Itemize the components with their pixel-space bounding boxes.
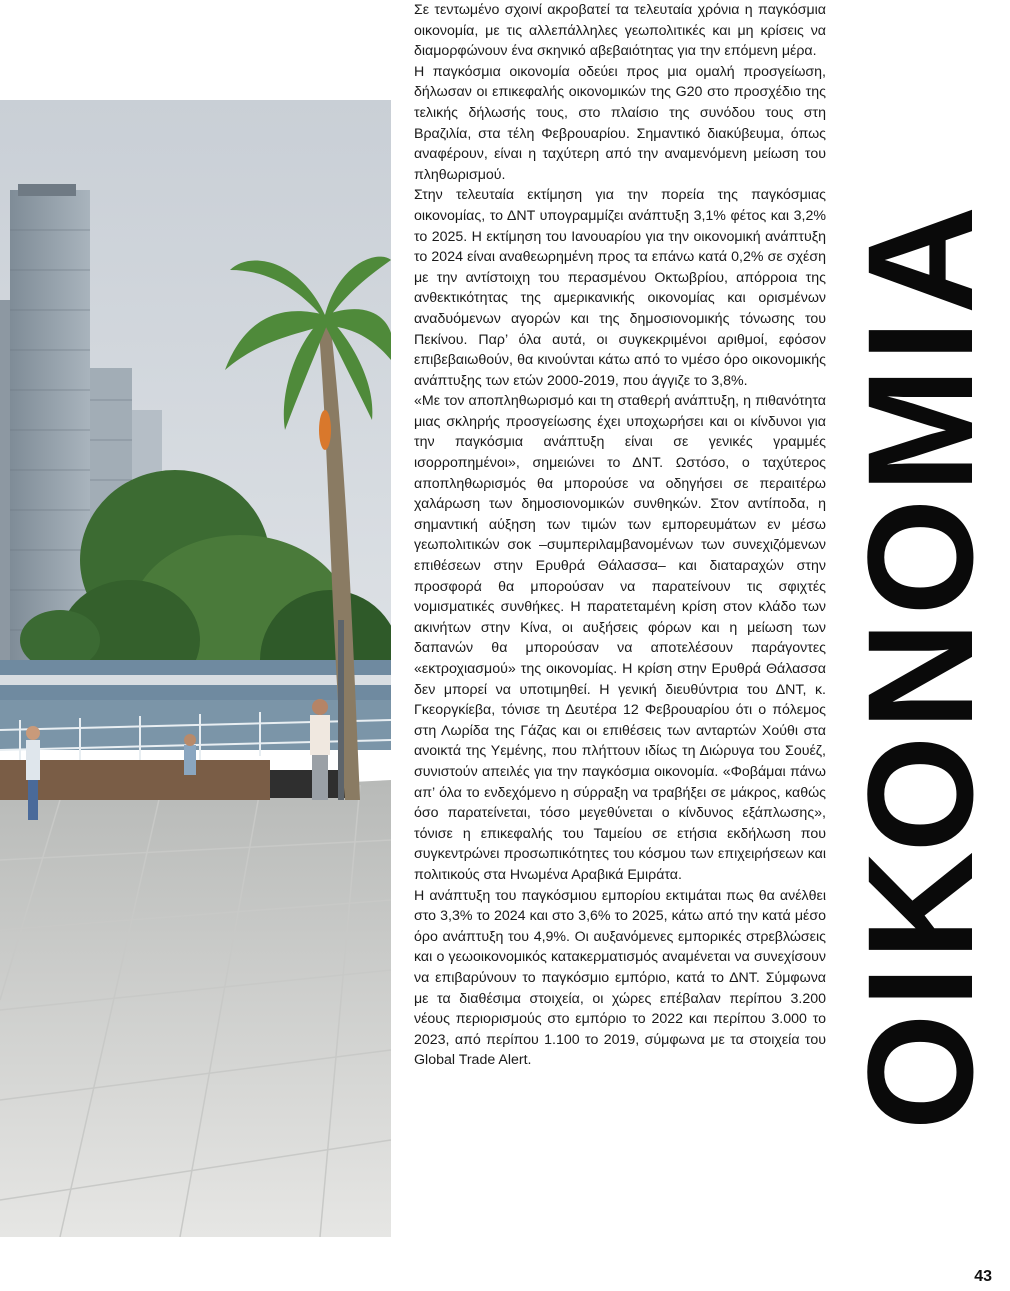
bridge [0,675,391,685]
paragraph-5: Η ανάπτυξη του παγκόσμιου εμπορίου εκτιμάται πως θα ανέλθει στο 3,3% το 2024 και στο 3,6% το 2025, κάτω από την κατά μέσο όρο ανάπτυξη του 4,9%. Οι αυξανόμενες εμπορικές στρεβλώσεις και ο γεωοικονομικός κατακερματισμός αναμένεται να συνεχίσουν να επιβαρύνουν το παγκόσμιο εμπόριο, κατά το ΔΝΤ. Σύμφωνα με τα διαθέσιμα στοιχεία, οι χώρες επέβαλαν περίπου 3.200 νέους περιορισμούς στο εμπόριο το 2022 και περίπου 3.000 το 2023, από περίπου 1.100 το 2019, σύμφωνα με τα στοιχεία του Global Trade Alert. [414,887,826,1069]
section-title [835,80,1005,1250]
paragraph-4: «Με τον αποπληθωρισμό και τη σταθερή ανάπτυξη, η πιθανότητα μιας σκληρής προσγείωσης έχει υποχωρήσει και οι κίνδυνοι για την παγκόσμια ανάπτυξη είναι σε γενικές γραμμές ισορροπημένοι», σημειώνει το ΔΝΤ. Ωστόσο, ο ταχύτερος αποπληθωρισμός θα μπορούσε να οδηγήσει σε περαιτέρω χαλάρωση των δημοσιονομικών συνθηκών. Στον αντίποδα, η σημαντική αύξηση των τιμών των εμπορευμάτων εν μέσω γεωπολιτικών σοκ –συμπεριλαμβανομένων των συνεχιζόμενων επιθέσεων στην Ερυθρά Θάλασσα– και διαταραχών στην προσφορά θα μπορούσαν να παρατείνουν τις σφιχτές νομισματικές συνθήκες. Η παρατεταμένη κρίση στον κλάδο των ακινήτων στην Κίνα, οι αυξήσεις φόρων και η μείωση των δαπανών θα μπορούσαν να αποτελέσουν παράγοντες «εκτροχιασμού» της οικονομίας. Η κρίση στην Ερυθρά Θάλασσα δεν μπορεί να υποτιμηθεί. Η γενική διευθύντρια του ΔΝΤ, κ. Γκεοργκίεβα, τόνισε τη Δευτέρα 12 Φεβρουαρίου ότι ο πόλεμος στη Λωρίδα της Γάζας και οι επιθέσεις των ανταρτών Χούθι στα ανοικτά της Υεμένης, που πλήττουν ιδίως τη Διώρυγα του Σουέζ, συνιστούν απειλές για την παγκόσμια οικονομία. «Φοβάμαι πάνω απ’ όλα το ενδεχόμενο η σύρραξη να τραβήξει σε μάκρος, καθώς όσο παρατείνεται, τόσο μεγεθύνεται ο κίνδυνος εξάπλωσης», τόνισε η επικεφαλής του Ταμείου σε ετήσια εκδήλωση που συγκεντρώνει προσωπικότητες του κόσμου των επιχειρήσεων και πολιτικούς στα Ηνωμένα Αραβικά Εμιράτα. [414,393,826,883]
pavement [0,780,391,1237]
article-body [414,0,826,1071]
paragraph-3: Στην τελευταία εκτίμηση για την πορεία της παγκόσμιας οικονομίας, το ΔΝΤ υπογραμμίζει ανάπτυξη 3,1% φέτος και 3,2% το 2025. Η εκτίμηση του Ιανουαρίου για την οικονομική ανάπτυξη το 2024 είναι αναθεωρημένη προς τα επάνω κατά 0,2% σε σχέση με την αντίστοιχη του περασμένου Οκτωβρίου, απόρροια της ανθεκτικότητας της αμερικανικής οικονομίας και ορισμένων αναδυόμενων αγορών και της δημοσιονομικής τόνωσης του Πεκίνου. Παρ’ όλα αυτά, οι συγκεκριμένοι αριθμοί, εφόσον επιβεβαιωθούν, θα κινούνται κάτω από το νμέσο όρο οικονομικής ανάπτυξης των ετών 2000-2019, που άγγιζε το 3,8%. [414,187,826,389]
article-photo [0,100,391,1237]
page-number: 43 [974,1268,992,1285]
paragraph-1: Σε τεντωμένο σχοινί ακροβατεί τα τελευταία χρόνια η παγκόσμια οικονομία, με τις αλλεπάλληλες γεωπολιτικές και μη κρίσεις να διαμορφώνουν ένα σκηνικό αβεβαιότητας για την επόμενη μέρα. [414,2,826,60]
bench [0,760,270,800]
paragraph-2: Η παγκόσμια οικονομία οδεύει προς μια ομαλή προσγείωση, δήλωσαν οι επικεφαλής οικονομικών της G20 στο προσχέδιο της τελικής δήλωσής τους, στο πλαίσιο της συνόδου τους στη Βραζιλία, στα τέλη Φεβρουαρίου. Σημαντικό διακύβευμα, όπως αναφέρουν, είναι η ταχύτερη από την αναμενόμενη μείωση του πληθωρισμού. [414,63,826,183]
section-title-text: ΟΙΚΟΝΟΜΙΑ [836,199,1004,1131]
waterfront-illustration [0,100,391,1237]
